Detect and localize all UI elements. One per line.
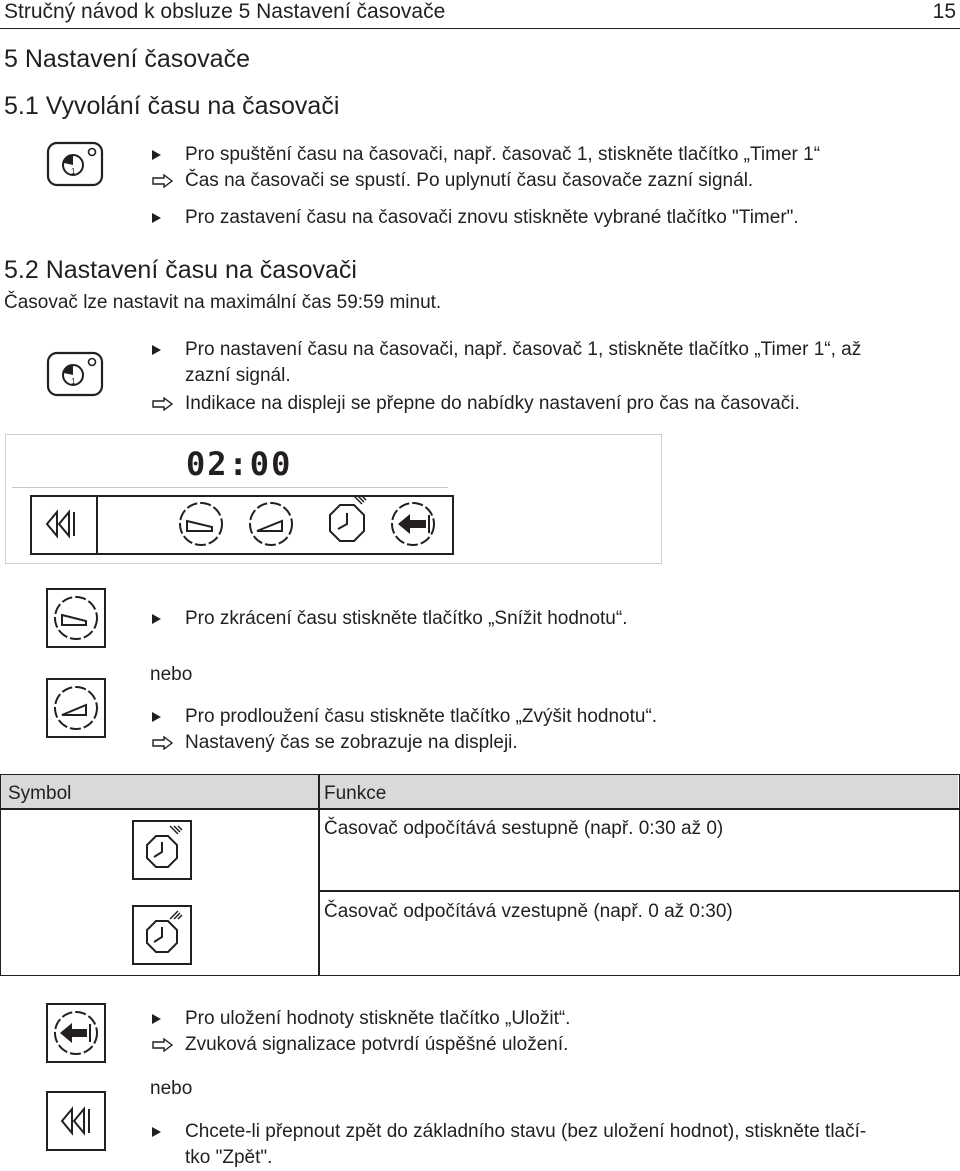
timer-button-icon xyxy=(46,140,106,188)
result-timer-starts: Čas na časovači se spustí. Po uplynutí času časovače zazní signál. xyxy=(185,170,754,191)
step-set-timer-line1: Pro nastavení času na časovači, např. časovač 1, stiskněte tlačítko „Timer 1“, až xyxy=(185,339,862,360)
save-button-icon xyxy=(46,1003,106,1063)
bullet-icon xyxy=(152,712,161,722)
or-label: nebo xyxy=(150,664,193,685)
step-set-timer-line2: zazní signál. xyxy=(185,365,291,386)
result-save-signal: Zvuková signalizace potvrdí úspěšné uložení. xyxy=(185,1034,569,1055)
decrease-icon xyxy=(176,499,226,554)
bullet-icon xyxy=(152,614,161,624)
increase-button-icon xyxy=(46,678,106,738)
result-arrow-icon xyxy=(152,174,174,193)
table-column-divider xyxy=(318,774,320,975)
header-title: Stručný návod k obsluze 5 Nastavení časovače xyxy=(4,0,446,23)
table-row-function: Časovač odpočítává vzestupně (např. 0 až 0:30) xyxy=(324,901,733,922)
result-arrow-icon xyxy=(152,1038,174,1057)
step-back-line2: tko "Zpět". xyxy=(185,1147,273,1168)
result-time-shown: Nastavený čas se zobrazuje na displeji. xyxy=(185,732,518,753)
back-icon xyxy=(41,507,81,546)
display-screen xyxy=(5,434,662,564)
bullet-icon xyxy=(152,213,161,223)
step-save: Pro uložení hodnoty stiskněte tlačítko „Uložit“. xyxy=(185,1008,571,1029)
display-time: 02:00 xyxy=(186,445,293,483)
step-start-timer: Pro spuštění času na časovači, např. časovač 1, stiskněte tlačítko „Timer 1“ xyxy=(185,144,821,165)
table-row-divider xyxy=(318,890,960,892)
section-5-2-title: 5.2 Nastavení času na časovači xyxy=(4,256,357,284)
countup-icon xyxy=(132,905,192,965)
countdown-icon xyxy=(316,493,376,556)
section-5-title: 5 Nastavení časovače xyxy=(4,45,250,73)
countdown-icon xyxy=(132,820,192,880)
result-arrow-icon xyxy=(152,397,174,416)
timer-button-icon xyxy=(46,350,106,398)
or-label: nebo xyxy=(150,1078,193,1099)
decrease-button-icon xyxy=(46,588,106,648)
section-5-1-title: 5.1 Vyvolání času na časovači xyxy=(4,92,340,120)
step-stop-timer: Pro zastavení času na časovači znovu stiskněte vybrané tlačítko "Timer". xyxy=(185,207,799,228)
table-header-row xyxy=(1,775,958,808)
step-decrease: Pro zkrácení času stiskněte tlačítko „Snížit hodnotu“. xyxy=(185,608,628,629)
bullet-icon xyxy=(152,1127,161,1137)
result-display-switches: Indikace na displeji se přepne do nabídky nastavení pro čas na časovači. xyxy=(185,393,800,414)
display-separator xyxy=(96,495,98,555)
table-header-divider xyxy=(0,808,960,810)
bullet-icon xyxy=(152,345,161,355)
bullet-icon xyxy=(152,150,161,160)
step-increase: Pro prodloužení času stiskněte tlačítko „Zvýšit hodnotu“. xyxy=(185,706,658,727)
svg-text:1: 1 xyxy=(71,167,76,176)
save-icon xyxy=(388,499,438,554)
result-arrow-icon xyxy=(152,736,174,755)
bullet-icon xyxy=(152,1014,161,1024)
table-header-symbol: Symbol xyxy=(8,783,72,804)
display-divider xyxy=(12,487,448,488)
step-back-line1: Chcete-li přepnout zpět do základního stavu (bez uložení hodnot), stiskněte tlačí- xyxy=(185,1121,867,1142)
svg-text:1: 1 xyxy=(71,377,76,386)
table-header-function: Funkce xyxy=(324,783,387,804)
back-button-icon xyxy=(46,1091,106,1151)
increase-icon xyxy=(246,499,296,554)
table-row-function: Časovač odpočítává sestupně (např. 0:30 až 0) xyxy=(324,818,724,839)
timer-max-note: Časovač lze nastavit na maximální čas 59:59 minut. xyxy=(4,292,442,313)
page-number: 15 xyxy=(932,0,956,23)
